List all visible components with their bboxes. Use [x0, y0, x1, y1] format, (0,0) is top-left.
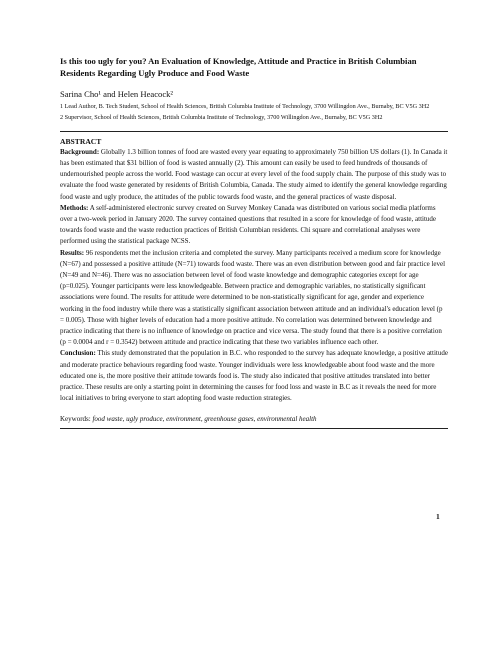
paper-title: Is this too ugly for you? An Evaluation of Knowledge, Attitude and Practice in British Columbian Residents Regarding Ugly Produce and Food Waste: [60, 56, 417, 78]
keywords-values: food waste, ugly produce, environment, greenhouse gases, environmental health: [92, 415, 317, 424]
affiliation-2: 2 Supervisor, School of Health Sciences, British Columbia Institute of Technology, 3700 Willingdon Ave., Burnaby, BC V5G 3H2: [60, 114, 383, 122]
conclusion-paragraph: [60, 348, 448, 404]
affiliation-1: 1 Lead Author, B. Tech Student, School of Health Sciences, British Columbia Institute of Technology, 3700 Willingdon Ave., Burnaby, BC V5G 3H2: [60, 103, 430, 110]
results-label: Results:: [60, 248, 85, 257]
methods-text: A self-administered electronic survey created on Survey Monkey Canada was distributed on various social media platforms over a two-week period in January 2020. The survey contained questions that resulted in a score for knowledge of food waste, attitude towards food waste and the waste reduction practices of British Columbian residents. Chi square and correlational analyses were performed using the statistical package NCSS.: [60, 203, 437, 246]
keywords-label: Keywords:: [60, 415, 91, 424]
conclusion-text: This study demonstrated that the population in B.C. who responded to the survey has adequate knowledge, a positive attitude and moderate practice behaviours regarding food waste. Younger individuals were less knowledgeable about food waste and the more educated one is, the more positive their attitude towards food is. The study also indicated that positive attitudes translated into better practice. These results are only a starting point in determining the causes for food loss and waste in B.C as it reveals the need for more local initiatives to bring everyone to start adopting food waste reduction strategies.: [60, 349, 448, 403]
paper-front-matter: [60, 56, 448, 429]
background-paragraph: [60, 147, 448, 203]
results-text: 96 respondents met the inclusion criteria and completed the survey. Many participants received a medium score for knowledge (N=67) and possessed a positive attitude (N=71) towards food waste. There was an even distribution between good and fair practice level (N=49 and N=46). There was no association between level of food waste knowledge and demographic categories except for age (p=0.025). Younger participants were less knowledgeable. Between practice and demographic variables, no statistically significant associations were found. The results for attitude were determined to be non-statistically significant for age, gender and experience working in the food industry while there was a statistically significant association between attitude and an individual's education level (p = 0.005). Those with higher levels of education had a more positive attitude. No correlation was determined between knowledge and practice indicating that there is no influence of knowledge on practice and vice versa. The study found that there is a positive correlation (p = 0.0004 and r = 0.3542) between attitude and practice indicating that these two variables influence each other.: [60, 248, 446, 347]
conclusion-label: Conclusion:: [60, 349, 96, 358]
methods-paragraph: [60, 203, 448, 248]
bottom-divider: [60, 428, 448, 429]
page-number: 1: [436, 512, 440, 521]
abstract-heading: ABSTRACT: [60, 136, 102, 146]
methods-label: Methods:: [60, 203, 89, 212]
author-line: Sarina Cho¹ and Helen Heacock²: [60, 89, 174, 99]
keywords-line: [60, 414, 448, 424]
results-paragraph: [60, 248, 448, 349]
background-text: Globally 1.3 billion tonnes of food are wasted every year equating to approximately 750 billion US dollars (1). In Canada it has been estimated that $31 billion of food is wasted annually (2). This amount can easily be used to feed hundreds of thousands of undernourished people across the world. Food wastage can occur at every level of the food supply chain. The purpose of this study was to evaluate the food waste generated by residents of British Columbia, Canada. The study aimed to identify the general knowledge regarding food waste and ugly produce, the attitudes of the public towards food waste, and the general practices of waste disposal.: [60, 147, 448, 201]
top-divider: [60, 131, 448, 132]
background-label: Background:: [60, 147, 100, 156]
